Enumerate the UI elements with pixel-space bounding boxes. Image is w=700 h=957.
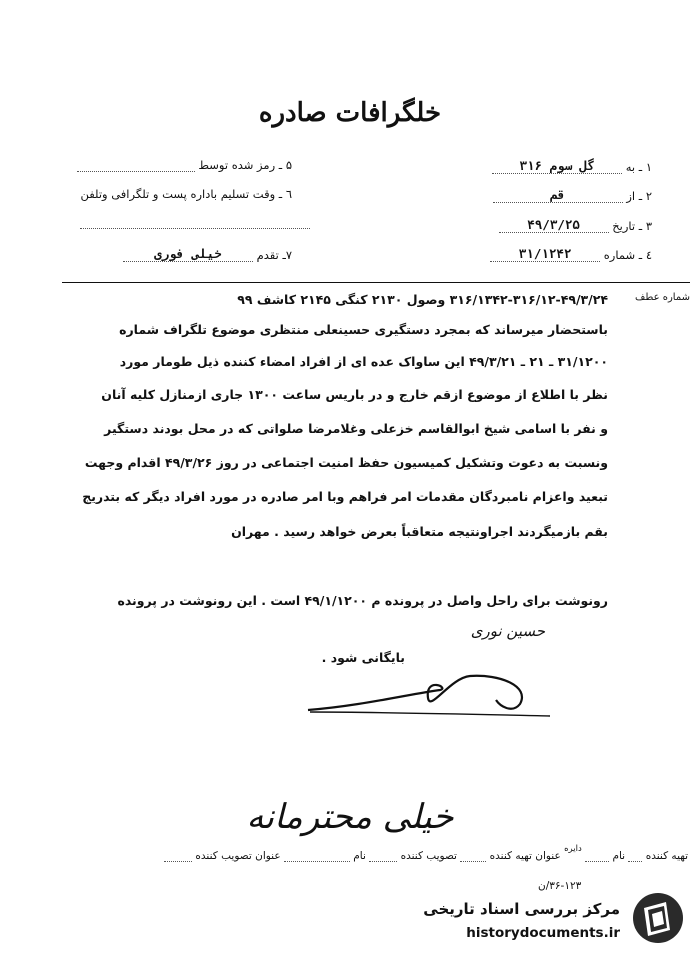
approval-row — [164, 844, 688, 862]
number-value: ۳۱/۱۲۴۲ — [518, 246, 572, 261]
priority-value: خیلی فوری — [154, 246, 222, 261]
to-label: ۱ ـ به — [625, 160, 652, 174]
body-line-7: بقم بازمیگردند اجراونتیجه متعاقباً بعرض خواهد رسید . مهران — [231, 524, 608, 539]
department-label: دایره — [564, 844, 582, 854]
from-value: قم — [550, 187, 566, 202]
header-divider — [62, 282, 690, 283]
body-line-4: و نفر با اسامی شیخ ابوالقاسم خزعلی وغلامرضا صلواتی که در محل بودند دستگیر — [104, 421, 608, 436]
ref-label: شماره عطف — [635, 292, 690, 303]
body-line-5: ونسبت به دعوت وتشکیل کمیسیون حفظ امنیت اجتماعی در روز ۴۹/۳/۲۶ اقدام وجهت — [84, 455, 608, 470]
body-line-1: باستحضار میرساند که بمجرد دستگیری حسینعلی منتظری موضوع تلگراف شماره — [119, 322, 608, 337]
name2-label: نام — [353, 850, 366, 862]
ref-line: ۳۱۶/۱۳۴۲-۳۱۶/۱۲-۴۹/۳/۲۴ وصول ۲۱۳۰ کنگی ۲۱۴۵ کاشف ۹۹ — [237, 292, 608, 307]
signature-mark — [300, 672, 560, 722]
document-code: ۳۶-۱۲۳/ن — [538, 880, 582, 892]
transcript-line: رونوشت برای راحل واصل در پرونده م ۴۹/۱/۱۲۰۰ است . این رونوشت در پرونده — [117, 593, 608, 608]
header-priority-row — [123, 246, 292, 262]
handwritten-name: حسین نوری — [470, 622, 545, 640]
date-label: ۳ ـ تاریخ — [612, 219, 652, 233]
priority-label: ۷ـ تقدم — [256, 248, 292, 262]
name1-label: نام — [612, 850, 626, 862]
watermark-website: historydocuments.ir — [466, 925, 620, 941]
body-line-3: نظر با اطلاع از موضوع ازقم خارج و در باریس ساعت ۱۳۰۰ جاری ازمنازل کلیه آنان — [101, 387, 608, 402]
body-line-2: ۳۱/۱۲۰۰ ـ ۲۱ ـ ۴۹/۳/۲۱ این ساواک عده ای از افراد امضاء کننده ذیل طومار مورد — [119, 354, 608, 369]
body-line-6: تبعید واعزام نامبردگان مقدمات امر فراهم وبا امر صادره در مورد افراد دیگر که بتدریج — [82, 489, 608, 504]
title-approver-label: عنوان تصویب کننده — [195, 850, 281, 862]
from-label: ۲ ـ از — [626, 189, 652, 203]
watermark-org-name: مرکز بررسی اسناد تاریخی — [423, 900, 620, 918]
header-number-row — [490, 246, 652, 262]
number-label: ٤ ـ شماره — [603, 248, 652, 262]
delivery-time-label: ٦ ـ وقت تسلیم باداره پست و تلگرافی وتلفن — [80, 187, 292, 201]
header-date-row — [499, 217, 652, 233]
archive-logo-icon — [630, 890, 686, 946]
date-value: ۴۹/۳/۲۵ — [527, 217, 580, 232]
code-by-label: ۵ ـ رمز شده توسط — [198, 158, 292, 172]
classification-footer: خیلی محترمانه — [246, 797, 454, 837]
document-title: خلگرافات صادره — [258, 98, 442, 128]
delivery-dotted-line — [80, 228, 310, 229]
to-value: گل سوم ۳۱۶ — [519, 158, 595, 173]
archive-line: بایگانی شود . — [321, 650, 405, 665]
header-from-row — [493, 187, 652, 203]
header-to-row — [492, 158, 652, 174]
header-code-row — [77, 158, 292, 172]
prepared-by-label: تهیه کننده — [645, 850, 688, 862]
approver-label: تصویب کننده — [400, 850, 457, 862]
header-delivery-row — [80, 187, 292, 201]
title-preparer-label: عنوان تهیه کننده — [489, 850, 561, 862]
